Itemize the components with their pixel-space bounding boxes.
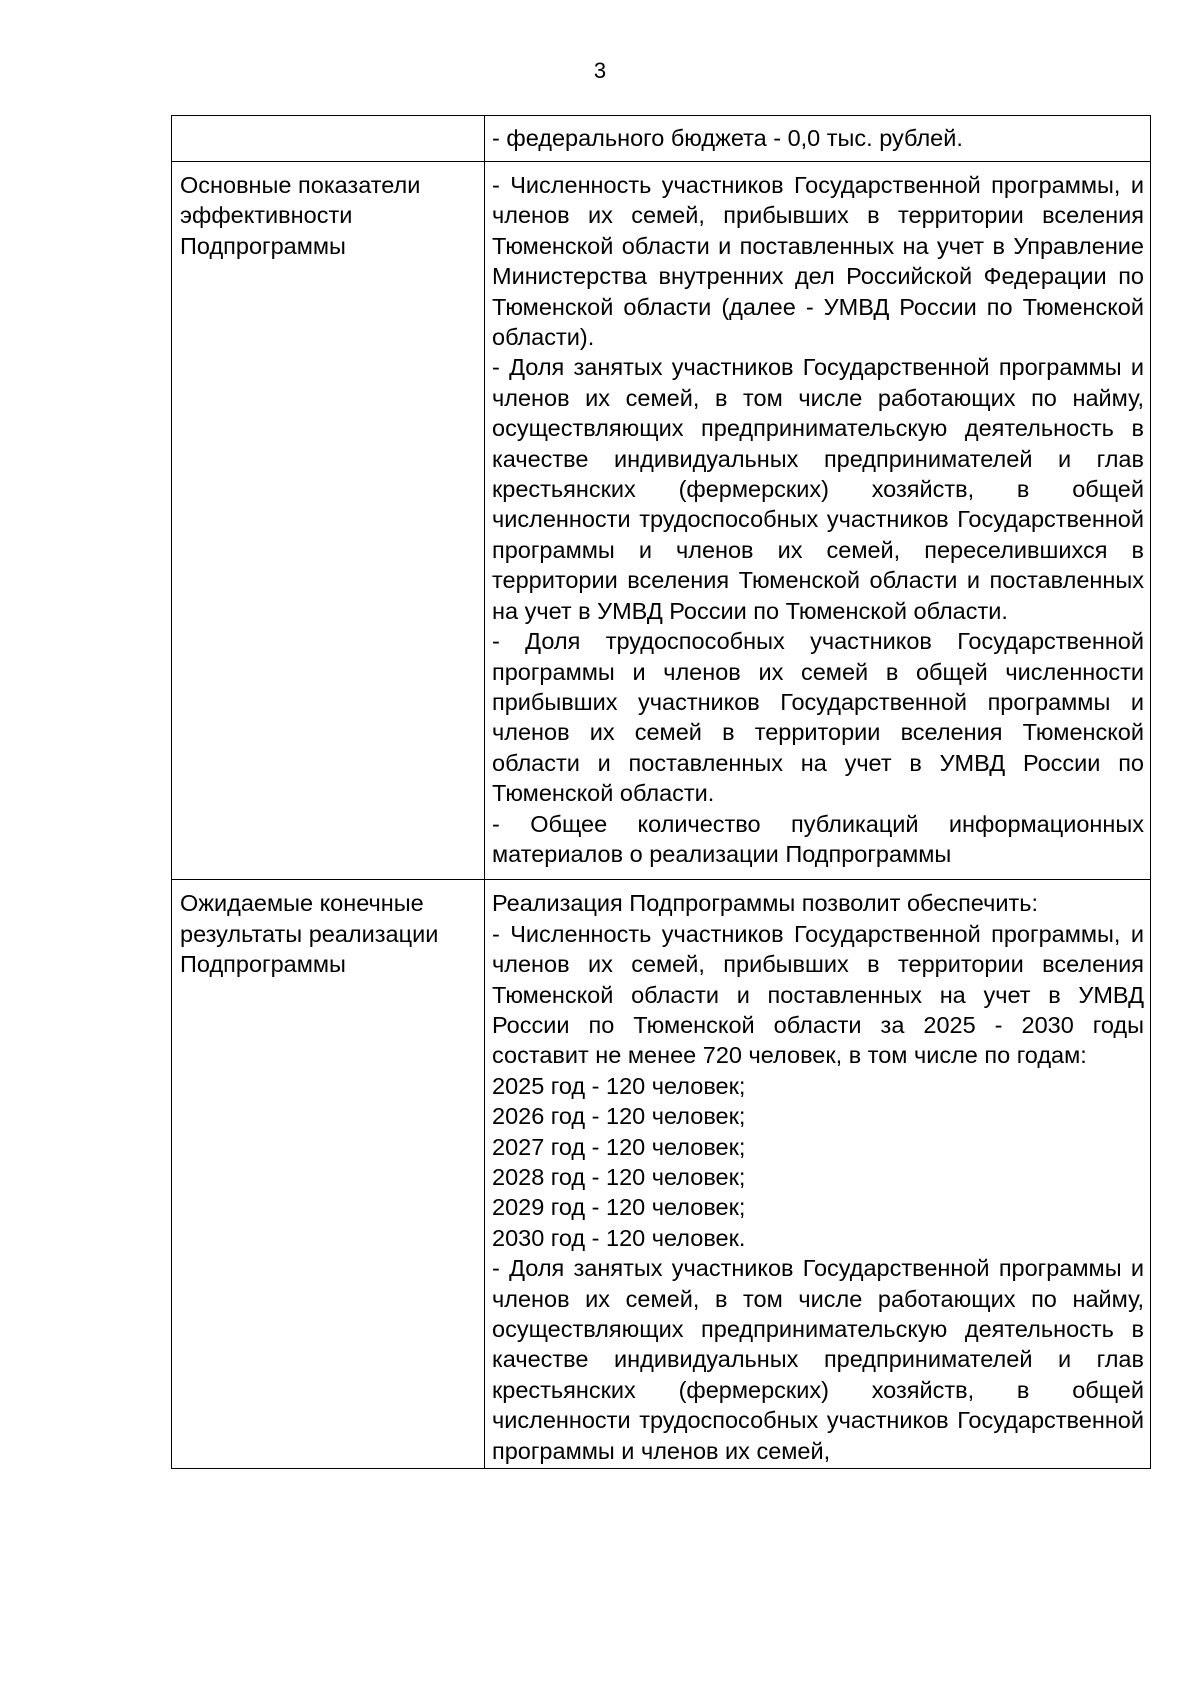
table-row-budget (172, 116, 1151, 162)
budget-value-cell (485, 116, 1151, 162)
indicators-label-cell: Основные показатели эффективности Подпрограммы (172, 162, 485, 880)
indicator-item: - Общее количество публикаций информационных материалов о реализации Подпрограммы (492, 810, 1144, 867)
subprogram-passport-table (171, 115, 1151, 1469)
federal-budget-text: - федерального бюджета - 0,0 тыс. рублей. (492, 125, 963, 151)
table-row-indicators (172, 162, 1151, 880)
indicator-item: - Численность участников Государственной программы, и членов их семей, прибывших в территории вселения Тюменской области и поставленных на учет в Управление Министерства внутренних дел Российской Федерации по Тюменской области (далее - УМВД России по Тюменской области). (492, 172, 1144, 351)
table-row-results (172, 880, 1151, 1469)
budget-label-cell (172, 116, 485, 162)
results-intro: Реализация Подпрограммы позволит обеспечить: (492, 890, 1038, 917)
indicator-item: - Доля трудоспособных участников Государственной программы и членов их семей в общей численности прибывших участников Государственной программы и членов их семей в территории вселения Тюменской области и поставленных на учет в УМВД России по Тюменской области. (492, 628, 1144, 807)
year-target-line: 2027 год - 120 человек; (492, 1133, 746, 1160)
year-target-line: 2026 год - 120 человек; (492, 1103, 746, 1130)
year-target-line: 2030 год - 120 человек. (492, 1224, 746, 1251)
year-target-line: 2025 год - 120 человек; (492, 1072, 746, 1099)
results-paragraph: - Доля занятых участников Государственной программы и членов их семей, в том числе работающих по найму, осуществляющих предпринимательскую деятельность в качестве индивидуальных предпринимателей и глав крестьянских (фермерских) хозяйств, в общей численности трудоспособных участников Государственной программы и членов их семей, (492, 1255, 1144, 1464)
results-label-cell: Ожидаемые конечные результаты реализации Подпрограммы (172, 880, 485, 1469)
indicators-value-cell (485, 162, 1151, 880)
results-value-cell (485, 880, 1151, 1469)
indicator-item: - Доля занятых участников Государственной программы и членов их семей, в том числе работающих по найму, осуществляющих предпринимательскую деятельность в качестве индивидуальных предпринимателей и глав крестьянских (фермерских) хозяйств, в общей численности трудоспособных участников Государственной программы и членов их семей, переселившихся в территории вселения Тюменской области и поставленных на учет в УМВД России по Тюменской области. (492, 354, 1144, 624)
year-target-line: 2029 год - 120 человек; (492, 1194, 746, 1221)
year-target-line: 2028 год - 120 человек; (492, 1164, 746, 1190)
results-paragraph: - Численность участников Государственной программы, и членов их семей, прибывших в территории вселения Тюменской области и поставленных на учет в УМВД России по Тюменской области за 2025 - 2030 годы составит не менее 720 человек, в том числе по годам: (492, 920, 1144, 1069)
page-number: 3 (593, 58, 607, 83)
